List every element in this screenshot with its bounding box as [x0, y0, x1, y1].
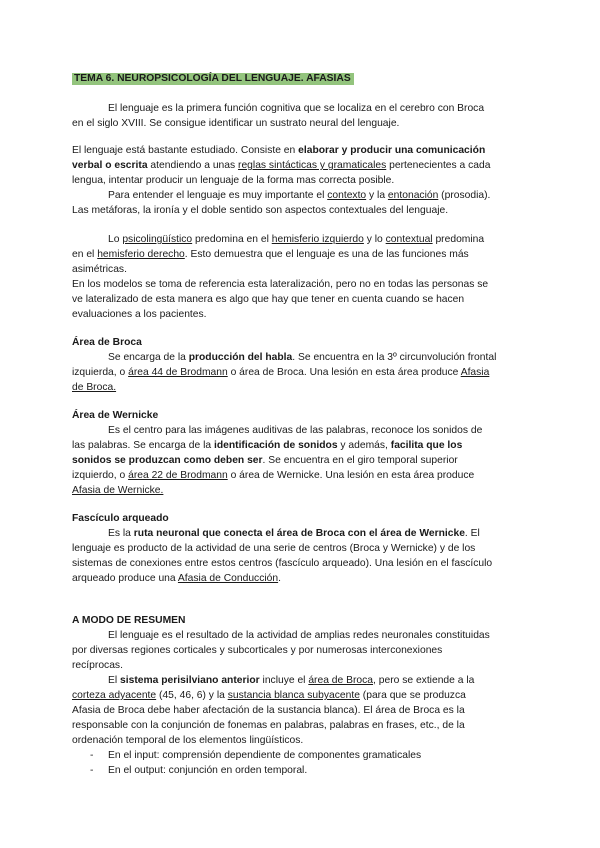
paragraph-line: Es la ruta neuronal que conecta el área de Broca con el área de Wernicke. El — [108, 528, 480, 539]
paragraph-line: responsable con la conjunción de fonemas en palabras, palabras en frases, etc., de la — [72, 720, 465, 731]
paragraph-line: asimétricas. — [72, 264, 127, 275]
list-item: - En el input: comprensión dependiente de componentes gramaticales — [90, 750, 422, 761]
paragraph-line: lenguaje es producto de la actividad de una serie de centros (Broca y Wernicke) y de los — [72, 543, 476, 554]
paragraph-line: verbal o escrita atendiendo a unas reglas sintácticas y gramaticales pertenecientes a cada — [72, 160, 491, 171]
paragraph-line: Lo psicolingüístico predomina en el hemisferio izquierdo y lo contextual predomina — [108, 234, 485, 245]
paragraph-line: Es el centro para las imágenes auditivas de las palabras, reconoce los sonidos de — [108, 425, 483, 436]
paragraph-line: ve lateralizado de esta manera es algo que hay que tener en cuenta cuando se hacen — [72, 294, 465, 305]
bullet-marker: - — [90, 765, 94, 776]
paragraph-line: izquierda, o área 44 de Brodmann o área de Broca. Una lesión en esta área produce Afasia — [72, 367, 490, 378]
paragraph-line: Afasia de Wernicke. — [72, 485, 164, 496]
list-item: - En el output: conjunción en orden temporal. — [90, 765, 308, 776]
section-heading-resumen: A MODO DE RESUMEN — [72, 615, 186, 626]
paragraph-line: por diversas regiones corticales y subcorticales y por numerosas interconexiones — [72, 645, 443, 656]
paragraph-line: ordenación temporal de los elementos lingüísticos. — [72, 735, 304, 746]
paragraph-line: recíprocas. — [72, 660, 123, 671]
page-title: TEMA 6. NEUROPSICOLOGÍA DEL LENGUAJE. AFASIAS — [72, 72, 354, 86]
paragraph-line: Para entender el lenguaje es muy importante el contexto y la entonación (prosodia). — [108, 190, 491, 201]
paragraph-line: El lenguaje está bastante estudiado. Consiste en elaborar y producir una comunicación — [72, 145, 486, 156]
paragraph-line: sonidos se produzcan como deben ser. Se encuentra en el giro temporal superior — [72, 455, 458, 466]
paragraph-line: El lenguaje es la primera función cognitiva que se localiza en el cerebro con Broca — [108, 103, 485, 114]
paragraph-line: En los modelos se toma de referencia esta lateralización, pero no en todas las personas se — [72, 279, 489, 290]
paragraph-line: arqueado produce una Afasia de Conducción. — [72, 573, 281, 584]
paragraph-line: izquierdo, o área 22 de Brodmann o área de Wernicke. Una lesión en esta área produce — [72, 470, 475, 481]
paragraph-line: lengua, intentar producir un lenguaje de la forma mas correcta posible. — [72, 175, 395, 186]
paragraph-line: El lenguaje es el resultado de la actividad de amplias redes neuronales constituidas — [108, 630, 490, 641]
section-heading-fasciculo: Fascículo arqueado — [72, 513, 169, 524]
paragraph-line: Se encarga de la producción del habla. Se encuentra en la 3º circunvolución frontal — [108, 352, 497, 363]
paragraph-line: en el siglo XVIII. Se consigue identificar un sustrato neural del lenguaje. — [72, 118, 400, 129]
paragraph-line: evaluaciones a los pacientes. — [72, 309, 207, 320]
paragraph-line: Las metáforas, la ironía y el doble sentido son aspectos contextuales del lenguaje. — [72, 205, 449, 216]
paragraph-line: corteza adyacente (45, 46, 6) y la sustancia blanca subyacente (para que se produzca — [72, 690, 466, 701]
paragraph-line: El sistema perisilviano anterior incluye el área de Broca, pero se extiende a la — [108, 675, 475, 686]
paragraph-line: de Broca. — [72, 382, 117, 393]
bullet-marker: - — [90, 750, 94, 761]
paragraph-line: Afasia de Broca debe haber afectación de la sustancia blanca). El área de Broca es la — [72, 705, 465, 716]
section-heading-broca: Área de Broca — [72, 337, 142, 348]
paragraph-line: sistemas de conexiones entre estos centros (fascículo arqueado). Una lesión en el fascículo — [72, 558, 493, 569]
paragraph-line: en el hemisferio derecho. Esto demuestra que el lenguaje es una de las funciones más — [72, 249, 469, 260]
paragraph-line: las palabras. Se encarga de la identificación de sonidos y además, facilita que los — [72, 440, 463, 451]
section-heading-wernicke: Área de Wernicke — [72, 410, 159, 421]
